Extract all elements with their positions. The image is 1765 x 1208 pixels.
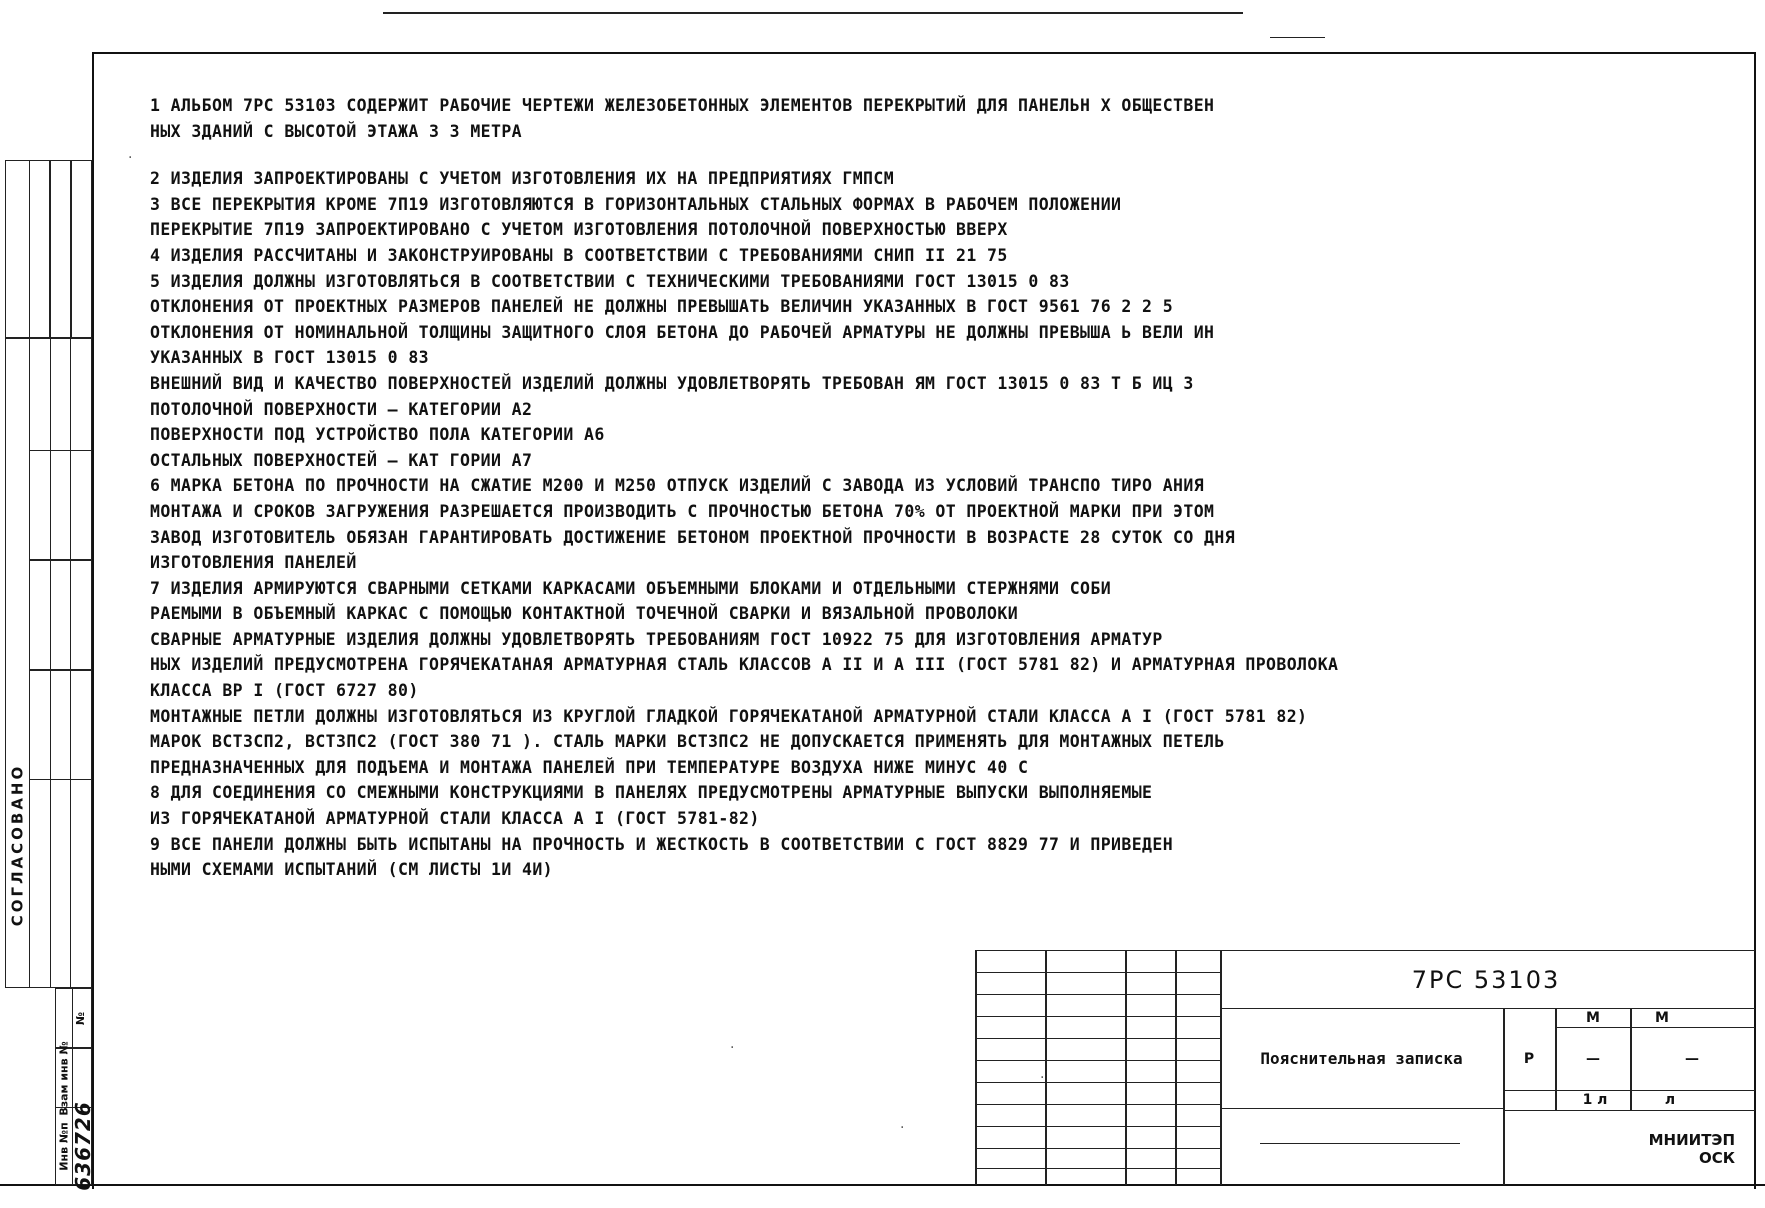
scan-speck: ·	[1040, 1070, 1045, 1086]
inv-label: Инв №п	[57, 1121, 71, 1171]
note-line: ПЕРЕКРЫТИЕ 7П19 ЗАПРОЕКТИРОВАНО С УЧЕТОМ ИЗГОТОВЛЕНИЯ ПОТОЛОЧНОЙ ПОВЕРХНОСТЬЮ ВВЕРХ	[150, 220, 1008, 240]
note-line: УКАЗАННЫХ В ГОСТ 13015 0 83	[150, 348, 430, 368]
tb-rule	[1175, 950, 1177, 1185]
tb-rule	[975, 972, 1220, 973]
tb-rule	[975, 1060, 1220, 1061]
note-line: ИЗ ГОРЯЧЕКАТАНОЙ АРМАТУРНОЙ СТАЛИ КЛАССА А I (ГОСТ 5781-82)	[150, 809, 760, 829]
note-line: НЫХ ЗДАНИЙ С ВЫСОТОЙ ЭТАЖА 3 3 МЕТРА	[150, 121, 523, 141]
mass-value: —	[1586, 1051, 1600, 1067]
tb-rule	[975, 950, 977, 1185]
note-line: ОТКЛОНЕНИЯ ОТ ПРОЕКТНЫХ РАЗМЕРОВ ПАНЕЛЕЙ НЕ ДОЛЖНЫ ПРЕВЫШАТЬ ВЕЛИЧИН УКАЗАННЫХ В ГОСТ 9561 76 2 2 5	[150, 297, 1174, 317]
note-line: СВАРНЫЕ АРМАТУРНЫЕ ИЗДЕЛИЯ ДОЛЖНЫ УДОВЛЕТВОРЯТЬ ТРЕБОВАНИЯМ ГОСТ 10922 75 ДЛЯ ИЗГОТОВЛЕНИЯ АРМАТУР	[150, 629, 1163, 649]
strip-col-b	[50, 160, 71, 338]
note-line: ПРЕДНАЗНАЧЕННЫХ ДЛЯ ПОДЪЕМА И МОНТАЖА ПАНЕЛЕЙ ПРИ ТЕМПЕРАТУРЕ ВОЗДУХА НИЖЕ МИНУС 40 С	[150, 757, 1029, 777]
note-line: 3 ВСЕ ПЕРЕКРЫТИЯ КРОМЕ 7П19 ИЗГОТОВЛЯЮТСЯ В ГОРИЗОНТАЛЬНЫХ СТАЛЬНЫХ ФОРМАХ В РАБОЧЕМ ПОЛОЖЕНИИ	[150, 194, 1122, 214]
binding-strip	[5, 160, 95, 1191]
note-line: ИЗГОТОВЛЕНИЯ ПАНЕЛЕЙ	[150, 553, 357, 573]
tb-rule	[975, 1104, 1220, 1105]
note-line: ПОТОЛОЧНОЙ ПОВЕРХНОСТИ — КАТЕГОРИИ А2	[150, 399, 533, 419]
note-gap	[150, 144, 1720, 166]
tb-rule	[1220, 1108, 1503, 1109]
tb-rule	[975, 994, 1220, 995]
note-line: КЛАССА ВР I (ГОСТ 6727 80)	[150, 681, 419, 701]
tb-rule	[975, 1082, 1220, 1083]
album-code: 7РС 53103	[1411, 966, 1561, 994]
strip-col-a	[29, 160, 50, 338]
note-line: НЫХ ИЗДЕЛИЙ ПРЕДУСМОТРЕНА ГОРЯЧЕКАТАНАЯ АРМАТУРНАЯ СТАЛЬ КЛАССОВ А II И А III (ГОСТ 5781 82) И АРМАТУРНАЯ ПРОВОЛОКА	[150, 655, 1339, 675]
note-line: 8 ДЛЯ СОЕДИНЕНИЯ СО СМЕЖНЫМИ КОНСТРУКЦИЯМИ В ПАНЕЛЯХ ПРЕДУСМОТРЕНЫ АРМАТУРНЫЕ ВЫПУСКИ ВЫПОЛНЯЕМЫЕ	[150, 783, 1153, 803]
scan-speck: ·	[128, 150, 133, 166]
strip-label-2: Взам инв №	[57, 1040, 71, 1116]
stage-letter: Р	[1523, 1051, 1535, 1067]
note-line: НЫМИ СХЕМАМИ ИСПЫТАНИЙ (СМ ЛИСТЫ 1И 4И)	[150, 860, 554, 880]
note-line: 6 МАРКА БЕТОНА ПО ПРОЧНОСТИ НА СЖАТИЕ М200 И М250 ОТПУСК ИЗДЕЛИЙ С ЗАВОДА ИЗ УСЛОВИЙ ТРАНСПО ТИРО АНИЯ	[150, 476, 1205, 496]
note-line: ОСТАЛЬНЫХ ПОВЕРХНОСТЕЙ — КАТ ГОРИИ А7	[150, 450, 533, 470]
note-line: МОНТАЖНЫЕ ПЕТЛИ ДОЛЖНЫ ИЗГОТОВЛЯТЬСЯ ИЗ КРУГЛОЙ ГЛАДКОЙ ГОРЯЧЕКАТАНОЙ АРМАТУРНОЙ СТАЛИ КЛАССА А I (ГОСТ 5781 82)	[150, 706, 1308, 726]
tb-rule	[1555, 1027, 1755, 1028]
tb-rule	[975, 1126, 1220, 1127]
strip-row-3	[29, 670, 92, 780]
tb-rule	[975, 1016, 1220, 1017]
note-line: МАРОК ВСТ3СП2, ВСТ3ПС2 (ГОСТ 380 71 ). СТАЛЬ МАРКИ ВСТ3ПС2 НЕ ДОПУСКАЕТСЯ ПРИМЕНЯТЬ ДЛЯ МОНТАЖНЫХ ПЕТЕЛЬ	[150, 732, 1225, 752]
note-line: 7 ИЗДЕЛИЯ АРМИРУЮТСЯ СВАРНЫМИ СЕТКАМИ КАРКАСАМИ ОБЪЕМНЫМИ БЛОКАМИ И ОТДЕЛЬНЫМИ СТЕРЖНЯМИ СОБИ	[150, 578, 1112, 598]
note-line: ВНЕШНИЙ ВИД И КАЧЕСТВО ПОВЕРХНОСТЕЙ ИЗДЕЛИЙ ДОЛЖНЫ УДОВЛЕТВОРЯТЬ ТРЕБОВАН ЯМ ГОСТ 13015 0 83 Т Б ИЦ 3	[150, 373, 1194, 393]
title-block	[975, 950, 1755, 1185]
scan-speck: ·	[900, 1120, 905, 1136]
sheet-number: 1 л	[1582, 1092, 1608, 1108]
scale-label: М	[1655, 1009, 1669, 1026]
org-dept: ОСК	[1698, 1149, 1735, 1167]
inv-number: 636726	[70, 1101, 95, 1191]
note-line: ПОВЕРХНОСТИ ПОД УСТРОЙСТВО ПОЛА КАТЕГОРИИ А6	[150, 425, 605, 445]
note-line: 5 ИЗДЕЛИЯ ДОЛЖНЫ ИЗГОТОВЛЯТЬСЯ В СООТВЕТСТВИИ С ТЕХНИЧЕСКИМИ ТРЕБОВАНИЯМИ ГОСТ 13015 0 83	[150, 271, 1070, 291]
mass-label: М	[1586, 1009, 1600, 1026]
tb-rule	[975, 1038, 1220, 1039]
org-name: МНИИТЭП	[1648, 1131, 1735, 1149]
scale-value: —	[1685, 1051, 1699, 1067]
strip-row-2	[29, 560, 92, 670]
explanatory-notes	[150, 93, 1720, 883]
note-line: МОНТАЖА И СРОКОВ ЗАГРУЖЕНИЯ РАЗРЕШАЕТСЯ ПРОИЗВОДИТЬ С ПРОЧНОСТЬЮ БЕТОНА 70% ОТ ПРОЕКТНОЙ МАРКИ ПРИ ЭТОМ	[150, 501, 1215, 521]
organization	[1503, 1115, 1753, 1183]
tb-rule	[975, 1168, 1220, 1169]
strip-col-c	[71, 160, 92, 338]
approval-label: СОГЛАСОВАНО	[8, 763, 26, 927]
tb-rule	[1260, 1143, 1460, 1144]
tb-rule	[1045, 950, 1047, 1185]
tb-rule	[1503, 1110, 1755, 1111]
note-line: ЗАВОД ИЗГОТОВИТЕЛЬ ОБЯЗАН ГАРАНТИРОВАТЬ ДОСТИЖЕНИЕ БЕТОНОМ ПРОЕКТНОЙ ПРОЧНОСТИ В ВОЗРАСТЕ 28 СУТОК СО ДНЯ	[150, 527, 1236, 547]
scan-speck: ·	[730, 1040, 735, 1056]
note-line: 9 ВСЕ ПАНЕЛИ ДОЛЖНЫ БЫТЬ ИСПЫТАНЫ НА ПРОЧНОСТЬ И ЖЕСТКОСТЬ В СООТВЕТСТВИИ С ГОСТ 8829 77 И ПРИВЕДЕН	[150, 834, 1174, 854]
note-line: 4 ИЗДЕЛИЯ РАССЧИТАНЫ И ЗАКОНСТРУИРОВАНЫ В СООТВЕТСТВИИ С ТРЕБОВАНИЯМИ СНИП II 21 75	[150, 245, 1008, 265]
note-line: 1 АЛЬБОМ 7РС 53103 СОДЕРЖИТ РАБОЧИЕ ЧЕРТЕЖИ ЖЕЛЕЗОБЕТОННЫХ ЭЛЕМЕНТОВ ПЕРЕКРЫТИЙ ДЛЯ ПАНЕЛЬН Х ОБЩЕСТВЕН	[150, 96, 1215, 115]
note-line: ОТКЛОНЕНИЯ ОТ НОМИНАЛЬНОЙ ТОЛЩИНЫ ЗАЩИТНОГО СЛОЯ БЕТОНА ДО РАБОЧЕЙ АРМАТУРЫ НЕ ДОЛЖНЫ ПРЕВЫША Ь ВЕЛИ ИН	[150, 322, 1215, 342]
sheet-name: Пояснительная записка	[1260, 1048, 1463, 1068]
note-line: РАЕМЫМИ В ОБЪЕМНЫЙ КАРКАС С ПОМОЩЬЮ КОНТАКТНОЙ ТОЧЕЧНОЙ СВАРКИ И ВЯЗАЛЬНОЙ ПРОВОЛОКИ	[150, 604, 1019, 624]
strip-label-1: №	[74, 1011, 88, 1025]
tb-rule	[1125, 950, 1127, 1185]
note-line: 2 ИЗДЕЛИЯ ЗАПРОЕКТИРОВАНЫ С УЧЕТОМ ИЗГОТОВЛЕНИЯ ИХ НА ПРЕДПРИЯТИЯХ ГМПСМ	[150, 169, 895, 189]
tb-rule	[975, 1148, 1220, 1149]
sheets-total: л	[1664, 1092, 1676, 1108]
top-border-line	[383, 12, 1243, 14]
top-dash-mark	[1270, 37, 1325, 38]
strip-row-1	[29, 450, 92, 560]
